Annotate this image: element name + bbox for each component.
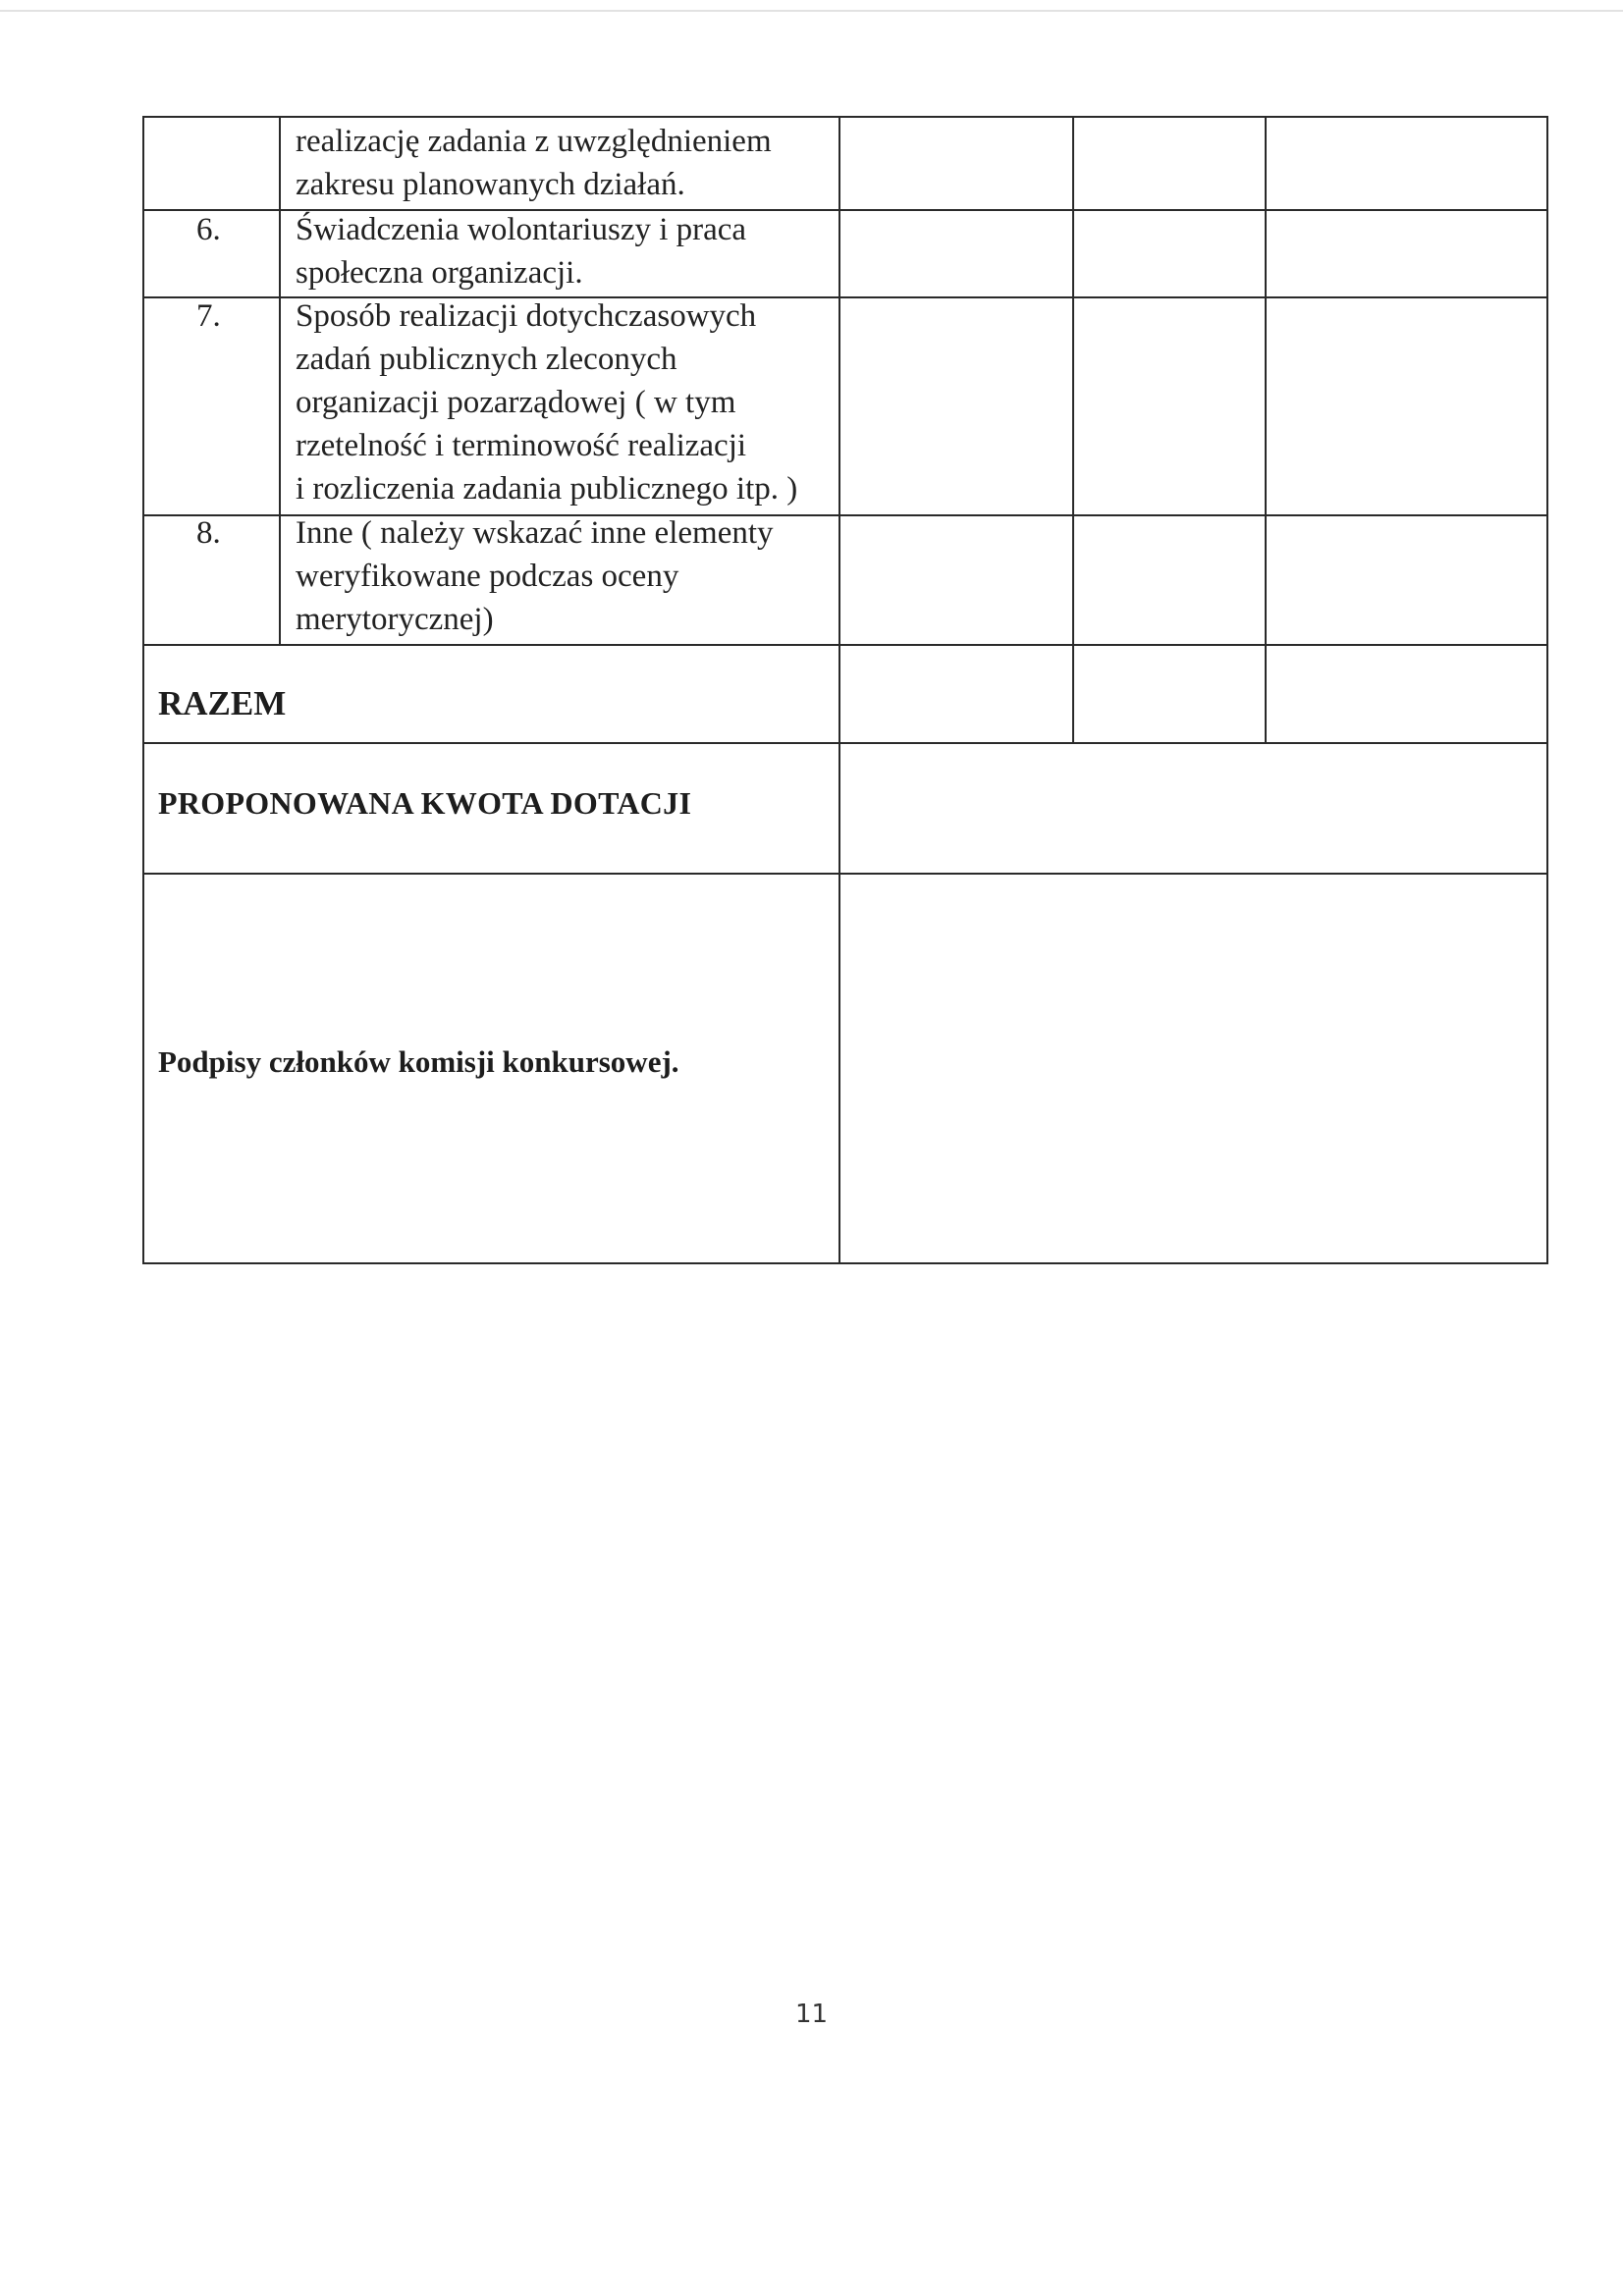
row-number: 7. bbox=[196, 298, 221, 334]
table-border-left bbox=[142, 116, 144, 1264]
total-label: RAZEM bbox=[158, 684, 287, 722]
row-divider bbox=[142, 742, 1548, 744]
page-number: 11 bbox=[794, 2000, 829, 2029]
row-number: 6. bbox=[196, 212, 221, 247]
table-border-bottom bbox=[142, 1262, 1548, 1264]
criteria-column-divider bbox=[839, 116, 840, 1264]
criterion-text: realizację zadania z uwzględnieniem bbox=[296, 124, 772, 159]
criterion-text: merytorycznej) bbox=[296, 602, 494, 637]
criterion-text: organizacji pozarządowej ( w tym bbox=[296, 385, 736, 420]
criterion-text: Inne ( należy wskazać inne elementy bbox=[296, 515, 774, 551]
number-column-divider bbox=[279, 116, 281, 645]
scan-top-edge bbox=[0, 10, 1623, 12]
table-border-right bbox=[1546, 116, 1548, 1264]
criterion-text: zadań publicznych zleconych bbox=[296, 342, 677, 377]
table-border-top bbox=[142, 116, 1548, 118]
criterion-text: Świadczenia wolontariuszy i praca bbox=[296, 212, 747, 247]
criterion-text: zakresu planowanych działań. bbox=[296, 167, 685, 202]
criterion-text: i rozliczenia zadania publicznego itp. ) bbox=[296, 471, 798, 507]
score-column-divider bbox=[1072, 116, 1074, 744]
row-divider bbox=[142, 873, 1548, 875]
signatures-label: Podpisy członków komisji konkursowej. bbox=[158, 1044, 679, 1079]
criterion-text: weryfikowane podczas oceny bbox=[296, 559, 679, 594]
score-column-divider bbox=[1265, 116, 1267, 744]
proposed-amount-label: PROPONOWANA KWOTA DOTACJI bbox=[158, 785, 692, 821]
criterion-text: rzetelność i terminowość realizacji bbox=[296, 428, 747, 463]
row-divider bbox=[142, 644, 1548, 646]
criterion-text: społeczna organizacji. bbox=[296, 255, 583, 291]
criterion-text: Sposób realizacji dotychczasowych bbox=[296, 298, 757, 334]
row-number: 8. bbox=[196, 515, 221, 551]
